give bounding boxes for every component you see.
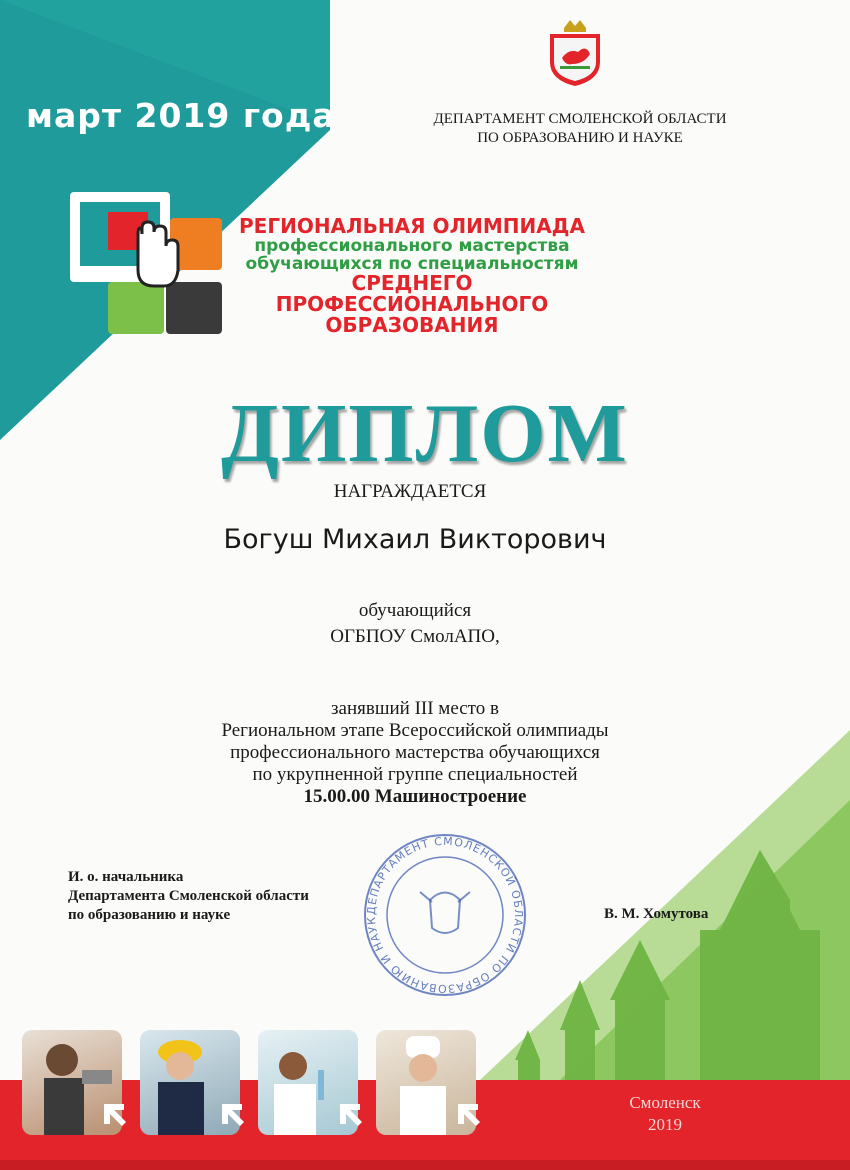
diploma-title: ДИПЛОМ: [221, 387, 629, 480]
wrench-icon: [132, 286, 133, 304]
department-line-1: ДЕПАРТАМЕНТ СМОЛЕНСКОЙ ОБЛАСТИ: [433, 111, 727, 127]
achievement-text: [0, 698, 830, 808]
olympiad-title: [234, 216, 590, 336]
olympiad-logo-icon: [68, 190, 228, 345]
student-label: обучающийся: [358, 600, 472, 621]
signatory-line-1: И. о. начальника: [68, 869, 184, 885]
olympiad-line-2: профессионального мастерства: [254, 236, 570, 256]
signatory-position: [68, 868, 309, 925]
signatory-line-2: Департамента Смоленской области: [68, 888, 309, 904]
event-date: март 2019 года: [26, 96, 336, 135]
department-header: [400, 110, 760, 148]
coat-of-arms-icon: [544, 18, 606, 93]
achievement-line-1: занявший III место в: [331, 698, 499, 719]
arrow-icon: [100, 1100, 128, 1133]
footer-location: [595, 1092, 735, 1136]
achievement-line-2: Региональном этапе Всероссийской олимпиады: [221, 720, 609, 741]
awarded-label: НАГРАЖДАЕТСЯ: [333, 481, 487, 502]
svg-text:ДЕПАРТАМЕНТ СМОЛЕНСКОЙ ОБЛАСТИ: [360, 830, 525, 995]
signatory-line-3: по образованию и науке: [68, 907, 231, 923]
achievement-line-4: по укрупненной группе специальностей: [252, 764, 578, 785]
olympiad-line-3: обучающихся по специальностям: [245, 254, 579, 274]
institution-name: ОГБПОУ СмолАПО,: [330, 626, 500, 647]
department-line-2: ПО ОБРАЗОВАНИЮ И НАУКЕ: [477, 130, 683, 146]
olympiad-line-4: СРЕДНЕГО ПРОФЕССИОНАЛЬНОГО: [275, 271, 549, 316]
footer-year: 2019: [648, 1115, 682, 1134]
arrow-icon: [336, 1100, 364, 1133]
arrow-icon: [454, 1100, 482, 1133]
recipient-name: Богуш Михаил Викторович: [223, 524, 607, 555]
stamp-text: ДЕПАРТАМЕНТ СМОЛЕНСКОЙ ОБЛАСТИ ПО ОБРАЗОВАНИЮ И НАУК: [364, 834, 526, 996]
olympiad-line-5: ОБРАЗОВАНИЯ: [325, 313, 499, 337]
achievement-line-3: профессионального мастерства обучающихся: [230, 742, 600, 763]
olympiad-line-1: РЕГИОНАЛЬНАЯ ОЛИМПИАДА: [239, 214, 585, 238]
official-stamp: [360, 830, 530, 1005]
achievement-specialty: 15.00.00 Машиностроение: [303, 786, 527, 807]
arrow-icon: [218, 1100, 246, 1133]
footer-city: Смоленск: [629, 1093, 701, 1112]
signatory-name: В. М. Хомутова: [604, 906, 709, 922]
